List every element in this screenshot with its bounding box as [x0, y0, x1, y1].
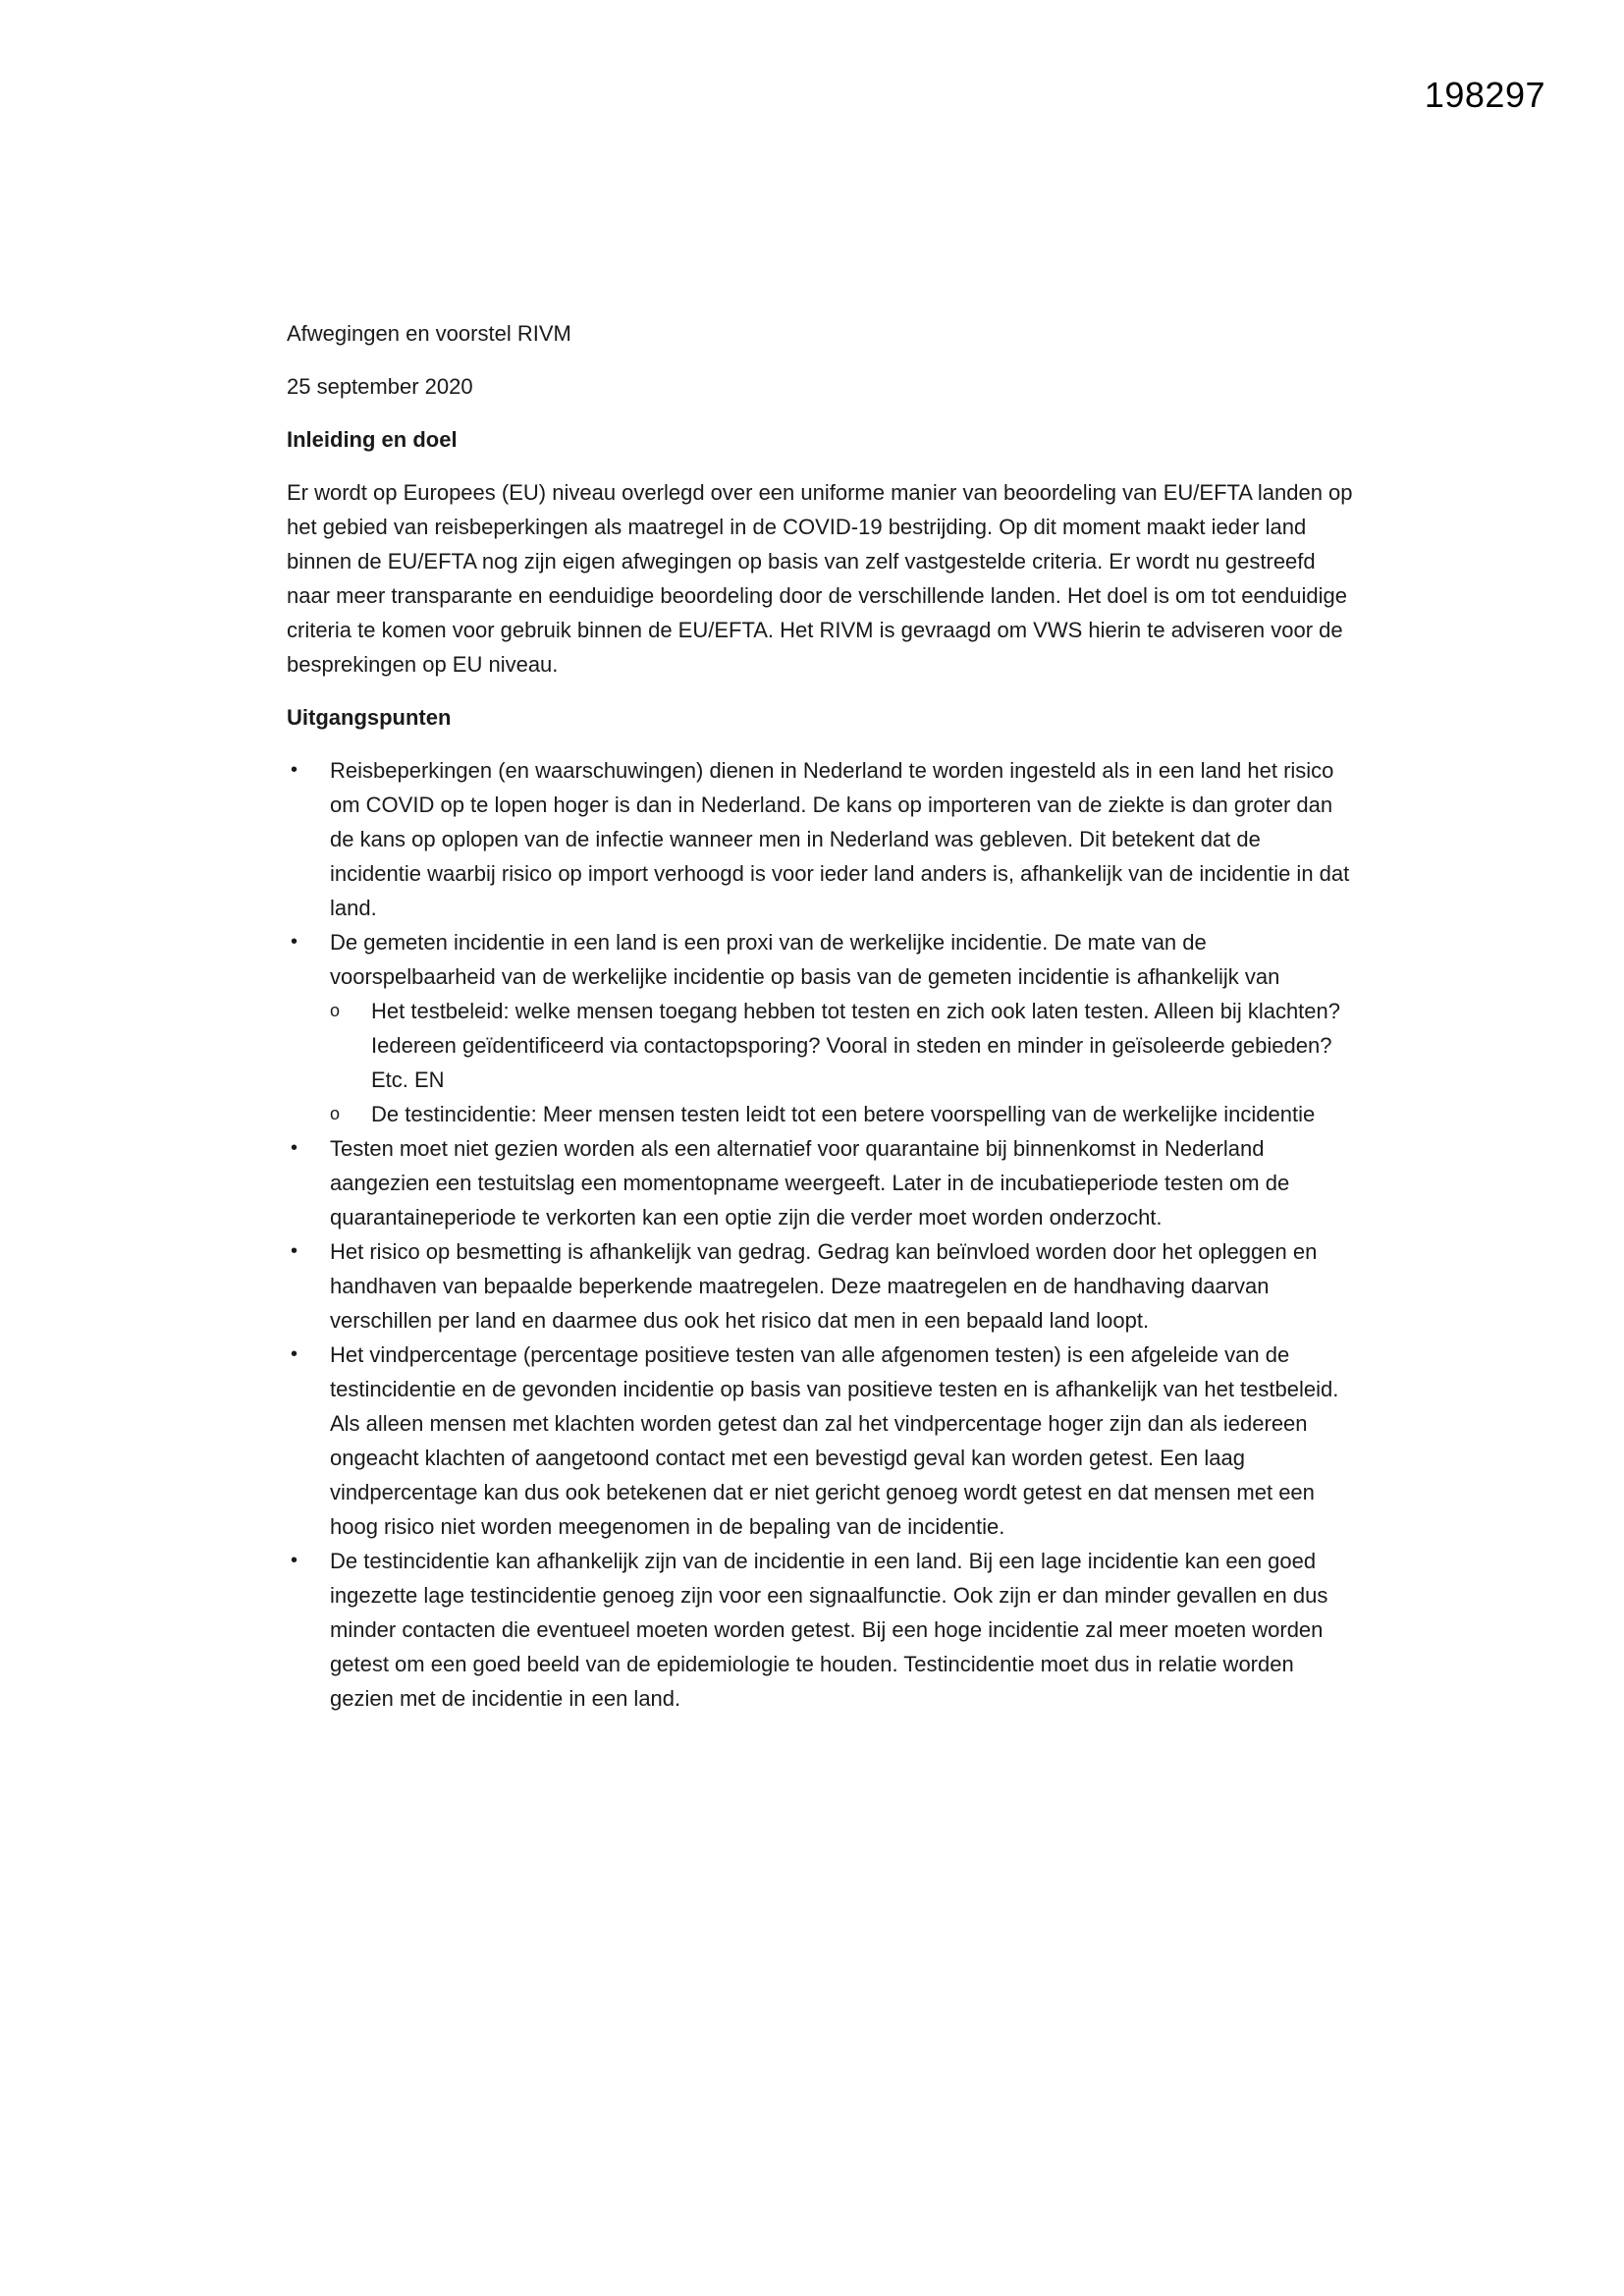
- sub-list-item: [330, 1097, 1355, 1131]
- list-item: [287, 1234, 1355, 1338]
- document-title: Afwegingen en voorstel RIVM: [287, 321, 571, 346]
- sub-list-item-text: De testincidentie: Meer mensen testen leidt tot een betere voorspelling van de werkelijke incidentie: [371, 1102, 1316, 1126]
- document-number: 198297: [1424, 75, 1545, 115]
- list-item-text: Het vindpercentage (percentage positieve testen van alle afgenomen testen) is een afgeleide van de testincidentie en de gevonden incidentie op basis van positieve testen en is afhankelijk van het testbeleid. Als alleen mensen met klachten worden getest dan zal het vindpercentage hoger zijn dan als iedereen ongeacht klachten of aangetoond contact met een bevestigd geval kan worden getest. Een laag vindpercentage kan dus ook betekenen dat er niet gericht genoeg wordt getest en dat mensen met een hoog risico niet worden meegenomen in de bepaling van de incidentie.: [330, 1342, 1339, 1539]
- document-date: 25 september 2020: [287, 374, 473, 399]
- bullet-icon: •: [291, 759, 298, 781]
- list-item-text: Reisbeperkingen (en waarschuwingen) dienen in Nederland te worden ingesteld als in een land het risico om COVID op te lopen hoger is dan in Nederland. De kans op importeren van de ziekte is dan groter dan de kans op oplopen van de infectie wanneer men in Nederland was gebleven. Dit betekent dat de incidentie waarbij risico op import verhoogd is voor ieder land anders is, afhankelijk van de incidentie in dat land.: [330, 758, 1350, 920]
- section-heading-inleiding: Inleiding en doel: [287, 427, 458, 452]
- list-item: [287, 1131, 1355, 1234]
- section-heading-uitgangspunten: Uitgangspunten: [287, 705, 452, 730]
- intro-paragraph: Er wordt op Europees (EU) niveau overlegd over een uniforme manier van beoordeling van EU/EFTA landen op het gebied van reisbeperkingen als maatregel in de COVID-19 bestrijding. Op dit moment maakt ieder land binnen de EU/EFTA nog zijn eigen afwegingen op basis van zelf vastgestelde criteria. Er wordt nu gestreefd naar meer transparante en eenduidige beoordeling door de verschillende landen. Het doel is om tot eenduidige criteria te komen voor gebruik binnen de EU/EFTA. Het RIVM is gevraagd om VWS hierin te adviseren voor de besprekingen op EU niveau.: [287, 480, 1353, 677]
- document-body: [287, 316, 1355, 1716]
- sub-list-item: [330, 994, 1355, 1097]
- sub-list-container: [287, 994, 1355, 1131]
- list-item: [287, 1544, 1355, 1716]
- bullet-icon: •: [291, 931, 298, 953]
- sub-list-item-text: Het testbeleid: welke mensen toegang hebben tot testen en zich ook laten testen. Alleen bij klachten? Iedereen geïdentificeerd via contactopsporing? Vooral in steden en minder in geïsoleerde gebieden? Etc. EN: [371, 999, 1340, 1092]
- bullet-icon: •: [291, 1137, 298, 1159]
- list-item-text: De gemeten incidentie in een land is een proxi van de werkelijke incidentie. De mate van de voorspelbaarheid van de werkelijke incidentie op basis van de gemeten incidentie is afhankelijk van: [330, 930, 1280, 989]
- sub-bullet-icon: o: [330, 1001, 341, 1020]
- uitgangspunten-list: [287, 753, 1355, 1716]
- list-item: [287, 753, 1355, 925]
- bullet-icon: •: [291, 1550, 298, 1571]
- list-item: [287, 925, 1355, 994]
- list-item-text: Het risico op besmetting is afhankelijk van gedrag. Gedrag kan beïnvloed worden door het opleggen en handhaven van bepaalde beperkende maatregelen. Deze maatregelen en de handhaving daarvan verschillen per land en daarmee dus ook het risico dat men in een bepaald land loopt.: [330, 1239, 1318, 1333]
- sub-list: [287, 994, 1355, 1131]
- bullet-icon: •: [291, 1240, 298, 1262]
- list-item: [287, 1338, 1355, 1544]
- list-item-text: De testincidentie kan afhankelijk zijn van de incidentie in een land. Bij een lage incidentie kan een goed ingezette lage testincidentie genoeg zijn voor een signaalfunctie. Ook zijn er dan minder gevallen en dus minder contacten die eventueel moeten worden getest. Bij een hoge incidentie zal meer moeten worden getest om een goed beeld van de epidemiologie te houden. Testincidentie moet dus in relatie worden gezien met de incidentie in een land.: [330, 1549, 1328, 1711]
- sub-bullet-icon: o: [330, 1104, 341, 1123]
- bullet-icon: •: [291, 1343, 298, 1365]
- list-item-text: Testen moet niet gezien worden als een alternatief voor quarantaine bij binnenkomst in Nederland aangezien een testuitslag een momentopname weergeeft. Later in de incubatieperiode testen om de quarantaineperiode te verkorten kan een optie zijn die verder moet worden onderzocht.: [330, 1136, 1290, 1230]
